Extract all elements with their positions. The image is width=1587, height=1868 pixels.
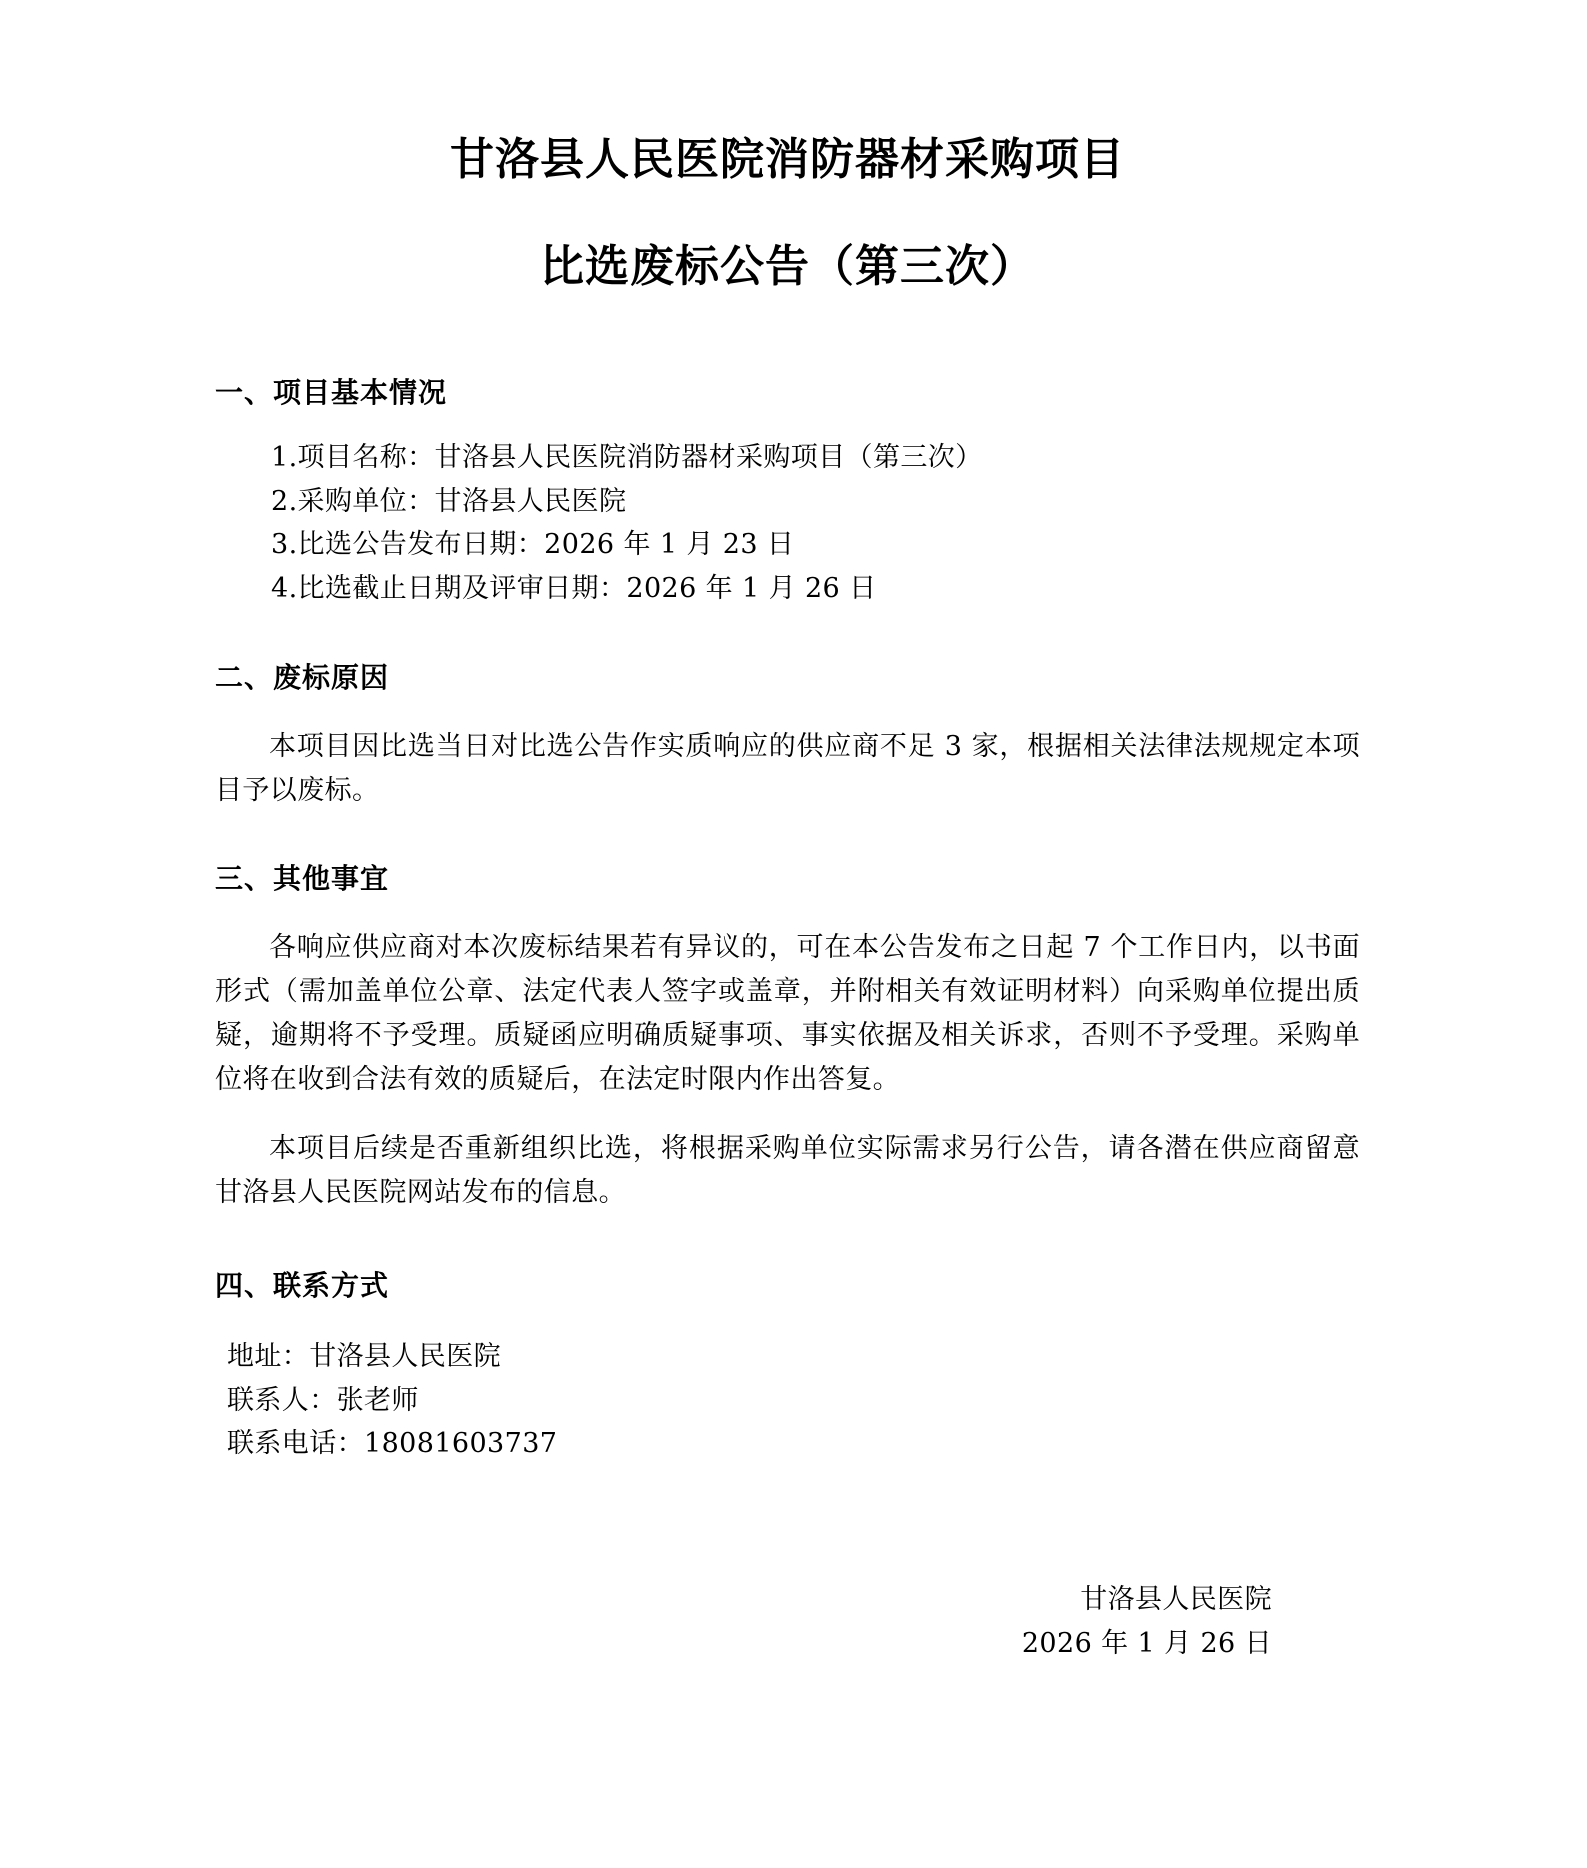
list-item: 1.项目名称：甘洛县人民医院消防器材采购项目（第三次） [271, 442, 983, 473]
section-heading-basic-info: 一、项目基本情况 [215, 376, 448, 409]
contact-address: 地址：甘洛县人民医院 [227, 1340, 501, 1372]
section-heading-other-matters: 三、其他事宜 [215, 862, 390, 896]
signature-date: 2026 年 1 月 26 日 [1021, 1627, 1272, 1659]
contact-block [215, 1335, 1360, 1466]
document-content [215, 0, 1360, 1665]
other-matters-paragraph-2: 本项目后续是否重新组织比选，将根据采购单位实际需求另行公告，请各潜在供应商留意甘洛县人民医院网站发布的信息。 [215, 1133, 1360, 1209]
basic-info-list [215, 436, 1360, 611]
document-title-line-1: 甘洛县人民医院消防器材采购项目 [450, 134, 1125, 185]
section-heading-reason: 二、废标原因 [215, 660, 390, 694]
list-item: 4.比选截止日期及评审日期：2026 年 1 月 26 日 [271, 573, 877, 605]
section-heading-contact: 四、联系方式 [215, 1268, 390, 1302]
reason-paragraph: 本项目因比选当日对比选公告作实质响应的供应商不足 3 家，根据相关法律法规规定本项目予以废标。 [215, 730, 1360, 806]
signature-issuer: 甘洛县人民医院 [1080, 1584, 1272, 1616]
contact-person: 联系人：张老师 [227, 1384, 419, 1416]
document-title-line-2: 比选废标公告（第三次） [540, 241, 1035, 292]
contact-phone: 联系电话：18081603737 [227, 1428, 558, 1460]
list-item: 3.比选公告发布日期：2026 年 1 月 23 日 [271, 529, 795, 561]
list-item: 2.采购单位：甘洛县人民医院 [271, 485, 627, 517]
signature-block [215, 1578, 1360, 1665]
other-matters-paragraph-1: 各响应供应商对本次废标结果若有异议的，可在本公告发布之日起 7 个工作日内，以书面形式（需加盖单位公章、法定代表人签字或盖章，并附相关有效证明材料）向采购单位提出质疑，逾期将不予受理。质疑函应明确质疑事项、事实依据及相关诉求，否则不予受理。采购单位将在收到合法有效的质疑后，在法定时限内作出答复。 [215, 932, 1360, 1095]
